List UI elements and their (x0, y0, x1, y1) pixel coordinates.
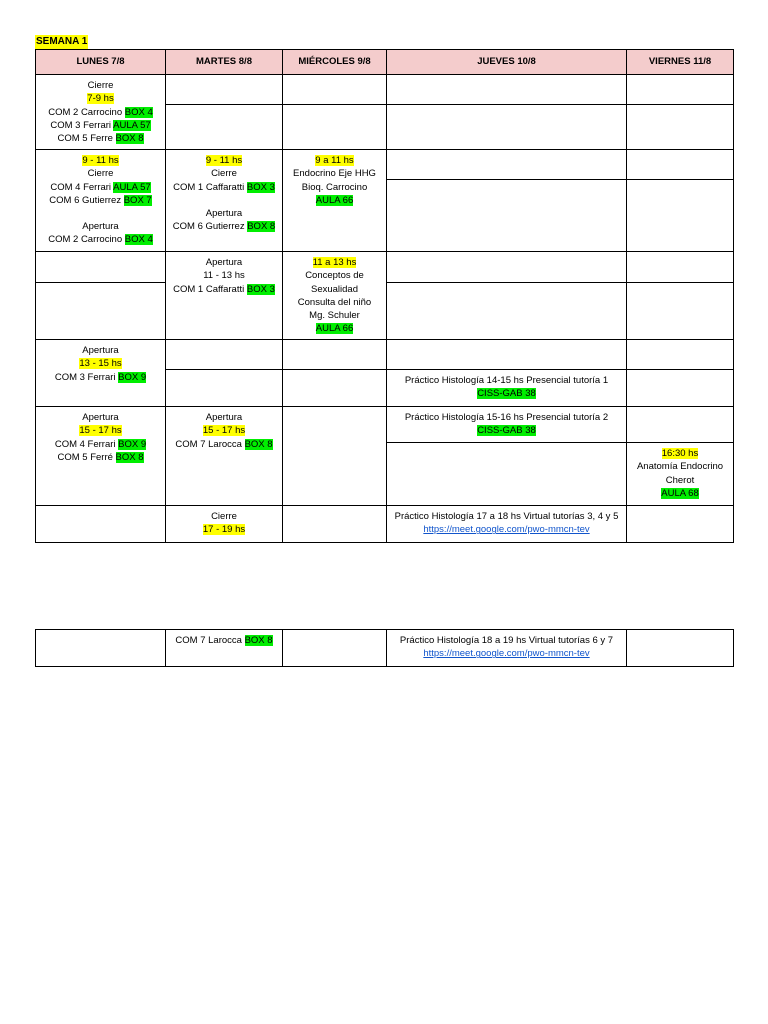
commission: COM 6 Gutierrez (49, 194, 124, 206)
empty-cell (36, 630, 166, 667)
empty-cell (387, 443, 627, 506)
room-badge: CISS-GAB 38 (477, 425, 536, 437)
room-badge: AULA 57 (113, 181, 151, 193)
room-badge: BOX 3 (246, 283, 275, 295)
label: Apertura (82, 221, 119, 233)
empty-cell (283, 75, 387, 105)
schedule-table (35, 49, 734, 543)
label: Endocrino Eje HHG (293, 168, 376, 180)
room-badge: BOX 7 (123, 194, 152, 206)
commission: COM 3 Ferrari (50, 119, 114, 131)
room-badge: BOX 3 (246, 181, 275, 193)
time-badge: 7-9 hs (87, 93, 114, 105)
empty-cell (387, 340, 627, 370)
time-badge: 9 a 11 hs (315, 155, 354, 166)
empty-cell (627, 283, 734, 340)
monday-block-5 (36, 407, 166, 506)
empty-cell (36, 252, 166, 283)
room-badge: AULA 66 (315, 194, 354, 206)
empty-cell (166, 75, 283, 105)
empty-cell (36, 283, 166, 340)
label: Apertura (82, 412, 119, 423)
thursday-block-4 (387, 370, 627, 407)
empty-cell (283, 407, 387, 506)
commission: COM 2 Carrocino (48, 106, 125, 118)
header-wednesday: MIÉRCOLES 9/8 (283, 50, 387, 75)
empty-cell (627, 340, 734, 370)
room-badge: BOX 8 (115, 451, 144, 463)
room-badge: BOX 8 (247, 221, 276, 233)
header-thursday: JUEVES 10/8 (387, 50, 627, 75)
meet-link[interactable]: https://meet.google.com/pwo-mmcn-tev (423, 524, 590, 536)
empty-cell (283, 340, 387, 370)
header-tuesday: MARTES 8/8 (166, 50, 283, 75)
empty-cell (387, 252, 627, 283)
thursday-block-6 (387, 506, 627, 543)
tuesday-block-7 (166, 630, 283, 667)
label: Cierre (211, 168, 237, 180)
empty-cell (283, 105, 387, 150)
empty-cell (627, 630, 734, 667)
commission: COM 6 Gutierrez (172, 221, 248, 233)
room-badge: BOX 9 (118, 438, 147, 450)
label: Sexualidad (310, 283, 358, 295)
meet-link[interactable]: https://meet.google.com/pwo-mmcn-tev (423, 648, 590, 660)
room-badge: AULA 66 (315, 323, 354, 335)
empty-cell (283, 370, 387, 407)
empty-cell (387, 150, 627, 180)
label: Consulta del niño (297, 296, 372, 308)
label: Apertura (205, 412, 243, 423)
room-badge: BOX 8 (115, 133, 144, 145)
label: Cierre (211, 511, 237, 522)
room-badge: BOX 9 (118, 371, 147, 383)
header-monday: LUNES 7/8 (36, 50, 166, 75)
room-badge: BOX 4 (124, 234, 153, 246)
commission: COM 4 Ferrari (50, 181, 114, 193)
empty-cell (36, 506, 166, 543)
empty-cell (166, 370, 283, 407)
time-badge: 13 - 15 hs (79, 358, 122, 370)
commission: COM 7 Larocca (175, 438, 245, 450)
room-badge: CISS-GAB 38 (477, 388, 536, 400)
label: Mg. Schuler (309, 310, 360, 322)
tuesday-block-5 (166, 407, 283, 506)
time-badge: 15 - 17 hs (202, 425, 246, 437)
label: Práctico Histología 14-15 hs Presencial tutoría 1 (404, 375, 609, 386)
commission: COM 5 Ferre (57, 133, 116, 145)
empty-cell (283, 630, 387, 667)
header-friday: VIERNES 11/8 (627, 50, 734, 75)
schedule-table-continued (35, 629, 734, 667)
label: Práctico Histología 15-16 hs Presencial tutoría 2 (404, 412, 609, 423)
label: Cherot (665, 474, 695, 486)
commission: COM 7 Larocca (175, 635, 245, 646)
empty-cell (166, 105, 283, 150)
label: Cierre (87, 80, 114, 91)
week-label: SEMANA 1 (36, 36, 88, 47)
empty-cell (387, 75, 627, 105)
room-badge: BOX 8 (244, 438, 273, 450)
header-row (36, 50, 734, 75)
label: Apertura (205, 207, 243, 219)
empty-cell (627, 407, 734, 443)
commission: COM 1 Caffaratti (173, 181, 247, 193)
empty-cell (627, 75, 734, 105)
label: Práctico Histología 17 a 18 hs Virtual tutorías 3, 4 y 5 (394, 511, 619, 522)
commission: COM 5 Ferré (57, 451, 116, 463)
wednesday-block-2 (283, 150, 387, 252)
friday-block-5 (627, 443, 734, 506)
commission: COM 2 Carrocino (48, 234, 125, 246)
empty-cell (627, 150, 734, 180)
label: 11 - 13 hs (203, 270, 245, 282)
empty-cell (387, 283, 627, 340)
monday-block-1 (36, 75, 166, 150)
time-badge: 9 - 11 hs (205, 155, 243, 166)
commission: COM 3 Ferrari (54, 371, 119, 383)
thursday-block-5 (387, 407, 627, 443)
time-badge: 9 - 11 hs (82, 155, 119, 166)
time-badge: 16:30 hs (661, 448, 699, 459)
tuesday-block-2 (166, 150, 283, 252)
thursday-block-7 (387, 630, 627, 667)
label: Bioq. Carrocino (301, 181, 368, 193)
tuesday-block-3 (166, 252, 283, 340)
monday-block-2 (36, 150, 166, 252)
time-badge: 17 - 19 hs (202, 524, 246, 536)
label: Cierre (87, 168, 114, 180)
room-badge: AULA 68 (661, 487, 699, 499)
empty-cell (627, 252, 734, 283)
label: Apertura (205, 257, 243, 268)
monday-block-4 (36, 340, 166, 407)
empty-cell (283, 506, 387, 543)
empty-cell (627, 180, 734, 252)
room-badge: AULA 57 (113, 119, 151, 131)
empty-cell (166, 340, 283, 370)
tuesday-block-6 (166, 506, 283, 543)
wednesday-block-3 (283, 252, 387, 340)
empty-cell (627, 506, 734, 543)
commission: COM 4 Ferrari (54, 438, 119, 450)
time-badge: 11 a 13 hs (312, 257, 357, 268)
label: Conceptos de (305, 270, 364, 282)
empty-cell (387, 105, 627, 150)
label: Apertura (82, 345, 119, 356)
room-badge: BOX 4 (124, 106, 153, 118)
empty-cell (627, 105, 734, 150)
label: Práctico Histología 18 a 19 hs Virtual tutorías 6 y 7 (399, 635, 614, 646)
room-badge: BOX 8 (244, 635, 273, 646)
empty-cell (627, 370, 734, 407)
commission: COM 1 Caffaratti (173, 283, 247, 295)
label: Anatomía Endocrino (636, 461, 724, 473)
empty-cell (387, 180, 627, 252)
time-badge: 15 - 17 hs (79, 425, 122, 437)
